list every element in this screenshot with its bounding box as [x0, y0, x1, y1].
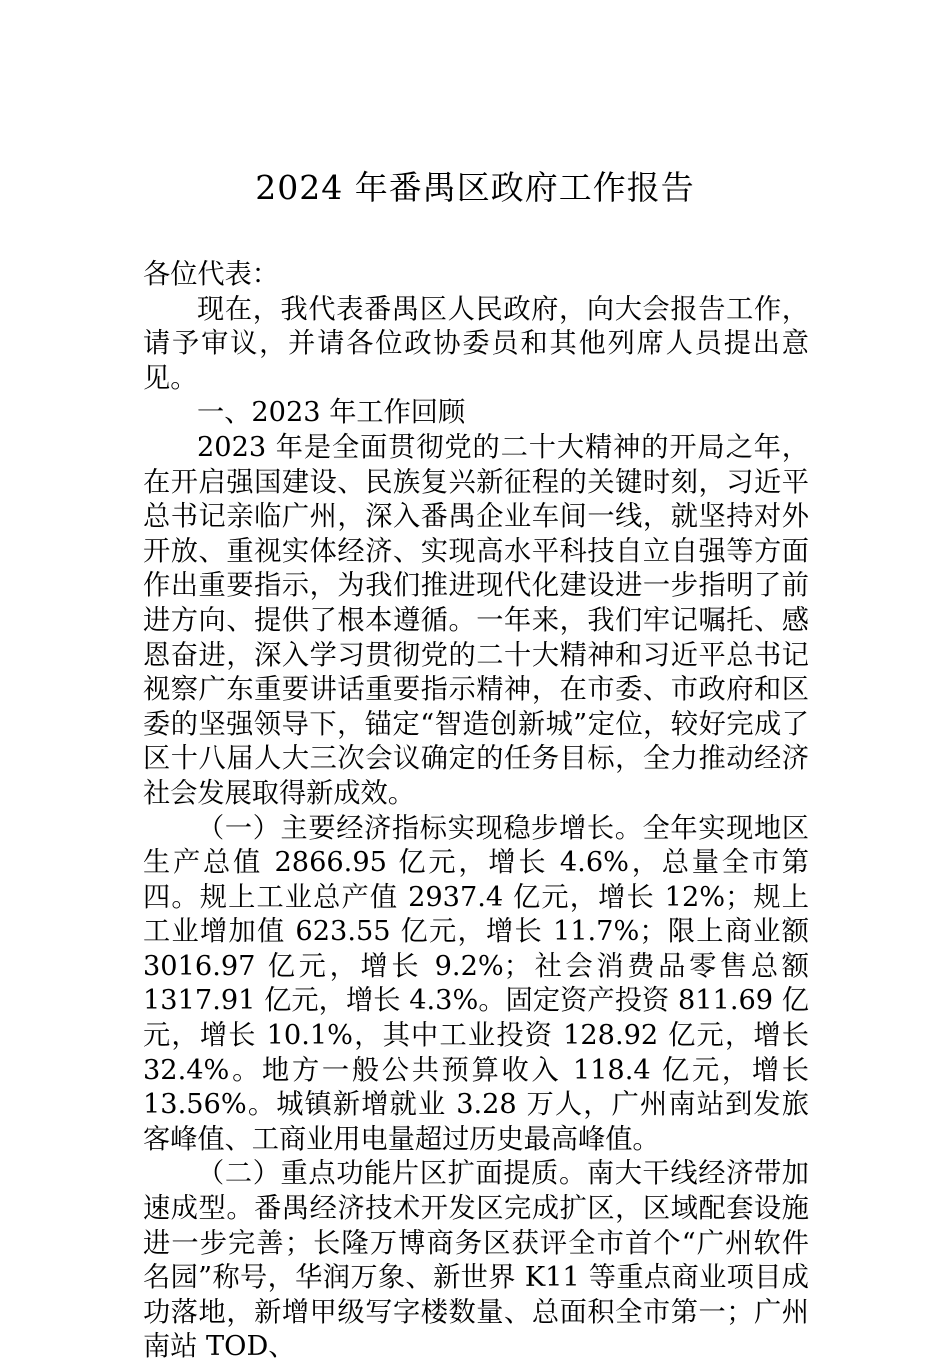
document-body	[143, 258, 809, 1365]
paragraph-overview: 2023 年是全面贯彻党的二十大精神的开局之年，在开启强国建设、民族复兴新征程的关键时刻，习近平总书记亲临广州，深入番禺企业车间一线，就坚持对外开放、重视实体经济、实现高水平科技自立自强等方面作出重要指示，为我们推进现代化建设进一步指明了前进方向、提供了根本遵循。一年来，我们牢记嘱托、感恩奋进，深入学习贯彻党的二十大精神和习近平总书记视察广东重要讲话重要指示精神，在市委、市政府和区委的坚强领导下，锚定“智造创新城”定位，较好完成了区十八届人大三次会议确定的任务目标，全力推动经济社会发展取得新成效。	[143, 431, 809, 809]
paragraph-intro: 现在，我代表番禺区人民政府，向大会报告工作，请予审议，并请各位政协委员和其他列席人员提出意见。	[143, 293, 809, 394]
salutation: 各位代表：	[143, 259, 279, 290]
section-heading-review: 一、2023 年工作回顾	[197, 397, 466, 429]
paragraph-functional-zones: （二）重点功能片区扩面提质。南大干线经济带加速成型。番禺经济技术开发区完成扩区，区域配套设施进一步完善；长隆万博商务区获评全市首个“广州软件名园”称号，华润万象、新世界 K11 等重点商业项目成功落地，新增甲级写字楼数量、总面积全市第一；广州南站 TOD、	[143, 1158, 809, 1363]
paragraph-economic-indicators: （一）主要经济指标实现稳步增长。全年实现地区生产总值 2866.95 亿元，增长 4.6%，总量全市第四。规上工业总产值 2937.4 亿元，增长 12%；规上工业增加值 623.55 亿元，增长 11.7%；限上商业额 3016.97 亿元，增长 9.2%；社会消费品零售总额 1317.91 亿元，增长 4.3%。固定资产投资 811.69 亿元，增长 10.1%，其中工业投资 128.92 亿元，增长 32.4%。地方一般公共预算收入 118.4 亿元，增长 13.56%。城镇新增就业 3.28 万人，广州南站到发旅客峰值、工商业用电量超过历史最高峰值。	[143, 812, 809, 1155]
document-title: 2024 年番禺区政府工作报告	[255, 168, 695, 207]
